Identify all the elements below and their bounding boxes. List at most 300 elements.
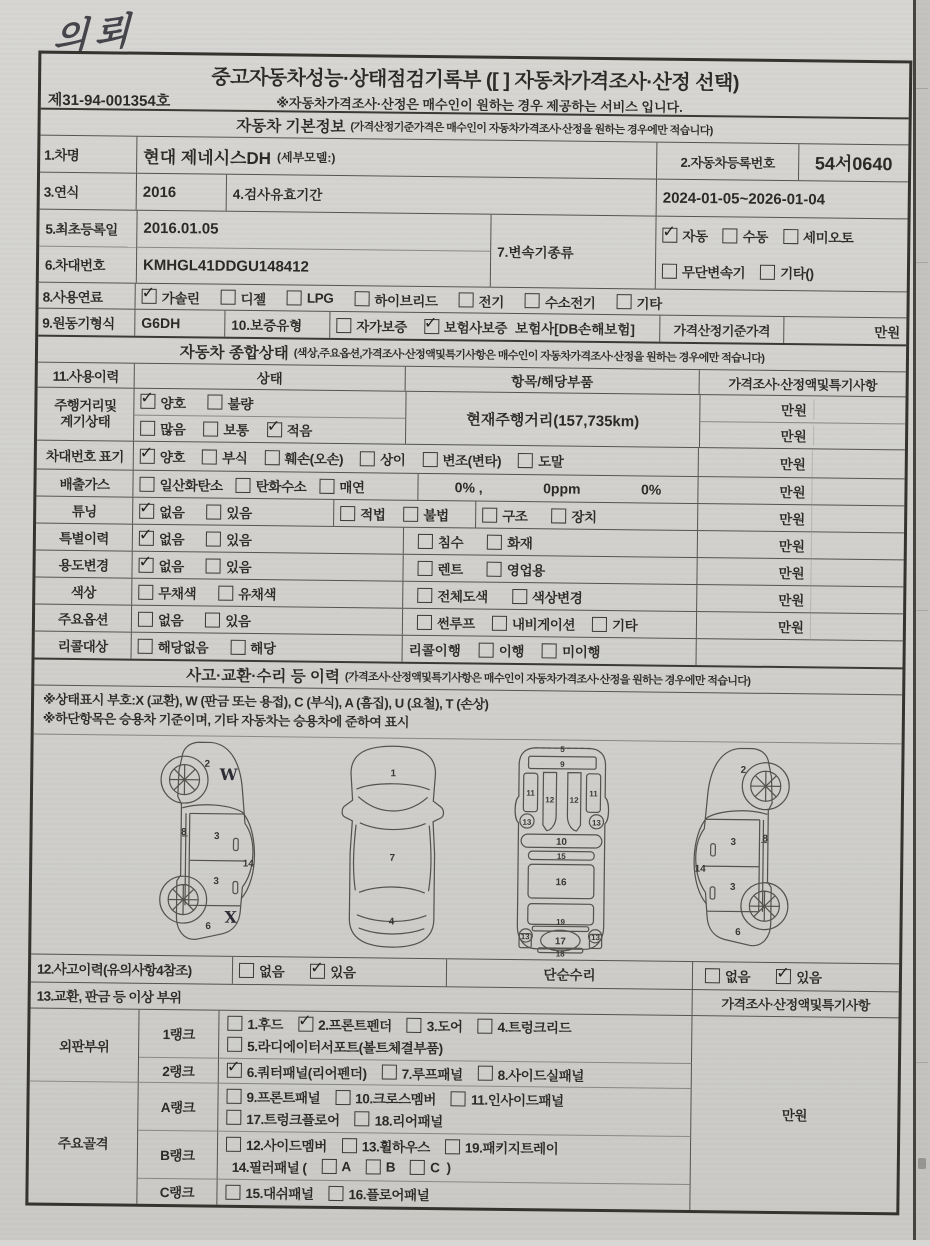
- checkbox[interactable]: [360, 451, 375, 466]
- checkbox-label: 변조(변타): [442, 449, 501, 470]
- vin-marking-option: [360, 448, 406, 469]
- frame-option: [226, 1086, 320, 1107]
- emission-co-value: 0% ,: [455, 479, 483, 495]
- checkbox[interactable]: [264, 450, 279, 465]
- checkbox-label: 무채색: [158, 582, 196, 602]
- checkbox-label: 보험사보증: [444, 316, 507, 337]
- frame-option: [342, 1136, 430, 1157]
- checkbox[interactable]: [139, 530, 154, 545]
- checkbox-label: 19.패키지트레이: [465, 1137, 559, 1158]
- checkbox-label: 4.트렁크리드: [497, 1016, 571, 1037]
- panel-option: [407, 1015, 463, 1036]
- accident-option: [239, 960, 285, 981]
- checkbox-label: 있음: [330, 961, 356, 981]
- checkbox-label: 이행: [499, 640, 525, 660]
- checkbox-label: 없음: [259, 960, 285, 980]
- checkbox-label: 수동: [743, 226, 769, 246]
- checkbox[interactable]: [417, 614, 432, 629]
- weld-mark-w: W: [219, 765, 239, 784]
- checkbox[interactable]: [142, 289, 157, 304]
- mileage-status-option: [140, 391, 186, 412]
- recall-option: [138, 636, 209, 657]
- section-note: (색상,주요옵션,가격조사·산정액및특기사항은 매수인이 자동차가격조사·산정을 원하는 경우에만 적습니다): [294, 344, 765, 365]
- mileage-status-option: [208, 392, 254, 413]
- checkbox[interactable]: [138, 638, 153, 653]
- options-item-option: [417, 612, 475, 633]
- checkbox[interactable]: [336, 317, 351, 332]
- checkbox-label: 16.플로어패널: [349, 1183, 430, 1204]
- recall-item-option: [542, 640, 600, 661]
- first-reg-value: 2016.01.05: [137, 211, 490, 251]
- checkbox[interactable]: [321, 1159, 336, 1174]
- color-option: [218, 583, 276, 604]
- simple-repair-option: [776, 966, 822, 987]
- checkbox-label: 자동: [682, 225, 708, 245]
- current-mileage-value: 현재주행거리(157,735km): [406, 392, 701, 447]
- mileage-amount-option: [140, 418, 186, 439]
- price-unit: 만원: [698, 477, 812, 504]
- col-usage-history: 11.사용이력: [38, 363, 135, 388]
- checkbox-label: 매연: [339, 476, 365, 496]
- part-number: 2: [204, 758, 210, 769]
- checkbox-label: 양호: [160, 392, 186, 412]
- checkbox-label: 적음: [287, 420, 313, 440]
- base-price-label: 가격산정기준가격: [660, 316, 784, 343]
- part-number: 15: [557, 852, 567, 861]
- checkbox[interactable]: [138, 584, 153, 599]
- checkbox-label: 해당없음: [158, 636, 209, 657]
- car-underbody-diagram: [489, 741, 633, 957]
- part-number: 9: [560, 760, 565, 769]
- tuning-legal-option: [340, 503, 386, 524]
- vin-marking-option: [264, 447, 343, 468]
- checkbox[interactable]: [382, 1065, 397, 1080]
- recall-option: [230, 637, 276, 658]
- checkbox-label: 13.휠하우스: [362, 1136, 430, 1157]
- checkbox[interactable]: [459, 292, 474, 307]
- checkbox-label: 불법: [423, 504, 449, 524]
- checkbox[interactable]: [140, 448, 155, 463]
- page-edge-rule: [916, 262, 928, 263]
- price-unit: 만원: [700, 398, 814, 419]
- checkbox[interactable]: [139, 503, 154, 518]
- color-label: 색상: [35, 578, 132, 605]
- checkbox-label: 자가보증: [356, 315, 407, 336]
- checkbox-label: 침수: [438, 531, 464, 551]
- checkbox[interactable]: [139, 557, 154, 572]
- checkbox[interactable]: [287, 290, 302, 305]
- checkbox-label: 있음: [226, 502, 252, 522]
- special-item-option: [487, 532, 533, 553]
- checkbox[interactable]: [138, 611, 153, 626]
- adjacent-page-margin: [916, 0, 930, 1240]
- checkbox[interactable]: [479, 642, 494, 657]
- price-unit: 만원: [782, 1104, 807, 1124]
- fuel-option: [287, 290, 334, 306]
- rankB-items: [218, 1131, 692, 1184]
- checkbox[interactable]: [340, 506, 355, 521]
- checkbox-label: 탄화수소: [256, 475, 307, 496]
- checkbox[interactable]: [417, 587, 432, 602]
- part-number: 12: [570, 795, 580, 804]
- checkbox[interactable]: [451, 1091, 466, 1106]
- checkbox-label: 18.리어패널: [375, 1109, 443, 1130]
- car-top-view-diagram: [315, 739, 469, 955]
- adjacent-page-fragment: [918, 1158, 926, 1169]
- checkbox[interactable]: [783, 229, 798, 244]
- checkbox-label: 있음: [225, 610, 251, 630]
- page-edge-rule: [916, 1062, 928, 1063]
- usage-option: [206, 555, 252, 576]
- special-history-label: 특별이력: [36, 524, 133, 551]
- checkbox[interactable]: [206, 504, 221, 519]
- part-number: 12: [545, 795, 555, 804]
- main-options-label: 주요옵션: [35, 605, 132, 632]
- checkbox-label: 도말: [538, 450, 564, 470]
- checkbox[interactable]: [354, 291, 369, 306]
- rankB-label: B랭크: [138, 1130, 219, 1179]
- checkbox-label: 11.인사이드패널: [471, 1089, 564, 1110]
- checkbox-label: 화재: [507, 532, 533, 552]
- options-item-option: [492, 613, 575, 634]
- title-block: [41, 54, 910, 118]
- part-number: 6: [735, 927, 741, 938]
- checkbox[interactable]: [542, 643, 557, 658]
- checkbox[interactable]: [205, 612, 220, 627]
- checkbox-label: 렌트: [437, 558, 463, 578]
- checkbox[interactable]: [525, 293, 540, 308]
- price-unit: 만원: [697, 558, 811, 585]
- checkbox[interactable]: [424, 318, 439, 333]
- section-note: (가격산정기준가격은 매수인이 자동차가격조사·산정을 원하는 경우에만 적습니다): [350, 118, 713, 138]
- panel-option: [478, 1063, 585, 1084]
- checkbox[interactable]: [616, 294, 631, 309]
- checkbox[interactable]: [236, 477, 251, 492]
- checkbox-label: 영업용: [507, 559, 545, 579]
- col-price: 가격조사·산정액및특기사항: [700, 370, 906, 396]
- row-mileage: [37, 387, 906, 450]
- checkbox-label: 가솔린: [162, 286, 200, 306]
- checkbox-label: 1.후드: [247, 1013, 283, 1033]
- tuning-option: [206, 501, 252, 522]
- checkbox-label: 불량: [228, 392, 254, 412]
- vin-marking-option: [518, 450, 564, 471]
- panel-option: [298, 1014, 392, 1035]
- mileage-label: 계기상태: [60, 414, 110, 430]
- checkbox[interactable]: [342, 1138, 357, 1153]
- pillar-option: [410, 1160, 440, 1175]
- rank-price-cell: [690, 1016, 898, 1212]
- fuel-label: 8.사용연료: [39, 283, 136, 309]
- frame-option: [445, 1137, 559, 1158]
- part-number: 11: [526, 788, 535, 797]
- panel-option: [227, 1035, 443, 1057]
- part-number: 1: [390, 768, 396, 779]
- checkbox[interactable]: [218, 585, 233, 600]
- col-item: 항목/해당부품: [406, 367, 700, 394]
- checkbox[interactable]: [477, 1019, 492, 1034]
- frame-option: [451, 1089, 564, 1110]
- checkbox-label: 전체도색: [437, 585, 488, 606]
- page-edge-rule: [916, 610, 928, 611]
- transmission-option: [760, 262, 814, 283]
- emission-hc-value: 0ppm: [543, 480, 581, 496]
- part-number: 17: [555, 936, 567, 947]
- year-label: 3.연식: [40, 173, 137, 210]
- checkbox[interactable]: [551, 508, 566, 523]
- vin-marking-option: [202, 446, 248, 467]
- fuel-option: [220, 287, 266, 308]
- checkbox[interactable]: [478, 1066, 493, 1081]
- first-reg-label: 5.최초등록일: [39, 210, 136, 247]
- accident-history-label: 12.사고이력(유의사항4참조): [31, 954, 233, 983]
- inspection-form: [25, 51, 912, 1216]
- checkbox[interactable]: [482, 507, 497, 522]
- checkbox[interactable]: [202, 449, 217, 464]
- vin-marking-option: [422, 449, 501, 470]
- checkbox[interactable]: [230, 639, 245, 654]
- checkbox-label: 색상변경: [532, 586, 583, 607]
- pillar-panel-label: 14.필러패널 (: [232, 1156, 307, 1177]
- checkbox-label: 전기: [479, 290, 505, 310]
- inspection-period-label: 4.검사유효기간: [227, 175, 657, 216]
- checkbox[interactable]: [203, 421, 218, 436]
- checkbox[interactable]: [705, 968, 720, 983]
- vin-marking-option: [140, 446, 186, 467]
- simple-repair-option: [705, 965, 751, 986]
- rankC-label: C랭크: [137, 1178, 217, 1204]
- car-right-side-diagram: [653, 743, 805, 959]
- car-left-side-diagram: [143, 738, 295, 954]
- engine-type-label: 9.원동기형식: [38, 309, 135, 336]
- checkbox-label: 5.라디에이터서포트(볼트체결부품): [247, 1035, 443, 1057]
- rank2-label: 2랭크: [139, 1057, 219, 1083]
- checkbox[interactable]: [487, 534, 502, 549]
- checkbox[interactable]: [407, 1018, 422, 1033]
- checkbox-label: A: [341, 1160, 351, 1175]
- rank1-items: [219, 1010, 693, 1063]
- options-option: [205, 609, 251, 630]
- checkbox-label: 장치: [571, 506, 597, 526]
- part-number: 18: [556, 949, 566, 958]
- checkbox-label: 없음: [158, 609, 184, 629]
- part-number: 16: [555, 877, 567, 888]
- part-number: 10: [556, 836, 568, 847]
- checkbox-label: 기타: [612, 614, 638, 634]
- part-number: 14: [243, 858, 255, 869]
- frame-option: [225, 1182, 313, 1203]
- tuning-kind-option: [551, 505, 597, 526]
- special-option: [139, 528, 185, 549]
- document-number: 제31-94-001354호: [48, 89, 171, 111]
- checkbox[interactable]: [518, 453, 533, 468]
- handwritten-mark: 의뢰: [52, 0, 137, 63]
- rankC-items: [217, 1179, 690, 1209]
- fuel-option: [616, 292, 662, 313]
- part-number: 3: [213, 876, 219, 887]
- frame-option: [226, 1134, 327, 1155]
- checkbox-label: 해당: [250, 637, 276, 657]
- checkbox-label: 12.사이드멤버: [246, 1134, 327, 1155]
- section-title: 사고·교환·수리 등 이력: [186, 663, 340, 687]
- form-subtitle: ※자동차가격조사·산정은 매수인이 원하는 경우 제공하는 서비스 입니다.: [170, 91, 789, 117]
- checkbox[interactable]: [225, 1184, 240, 1199]
- checkbox[interactable]: [227, 1063, 242, 1078]
- checkbox[interactable]: [267, 422, 282, 437]
- checkbox[interactable]: [366, 1160, 381, 1175]
- checkbox[interactable]: [139, 476, 154, 491]
- accident-option: [310, 961, 356, 982]
- frame-option: [329, 1183, 430, 1204]
- part-number: 4: [389, 916, 395, 927]
- transmission-label: 7.변속기종류: [491, 215, 657, 289]
- checkbox[interactable]: [512, 588, 527, 603]
- price-unit: 만원: [700, 424, 814, 445]
- checkbox[interactable]: [227, 1037, 242, 1052]
- part-number: 2: [741, 765, 747, 776]
- usage-change-label: 용도변경: [35, 551, 132, 578]
- checkbox[interactable]: [206, 531, 221, 546]
- checkbox[interactable]: [226, 1089, 241, 1104]
- warranty-option: [424, 316, 507, 337]
- car-name-label: 1.차명: [40, 136, 137, 173]
- checkbox[interactable]: [417, 560, 432, 575]
- checkbox[interactable]: [208, 395, 223, 410]
- emission-option: [236, 475, 307, 496]
- color-option: [138, 582, 196, 603]
- emission-smoke-value: 0%: [641, 481, 661, 497]
- checkbox-label: 일산화탄소: [159, 474, 222, 495]
- checkbox[interactable]: [226, 1137, 241, 1152]
- main-frame-group-label: 주요골격: [28, 1081, 138, 1203]
- checkbox-label: 없음: [159, 528, 185, 548]
- frame-option: [335, 1087, 436, 1108]
- checkbox[interactable]: [319, 478, 334, 493]
- checkbox[interactable]: [140, 394, 155, 409]
- exchange-mark-x: X: [225, 907, 238, 926]
- recall-label: 리콜대상: [35, 632, 132, 659]
- part-number: 13: [592, 818, 602, 827]
- mileage-amount-option: [267, 419, 313, 440]
- checkbox[interactable]: [298, 1017, 313, 1032]
- part-number: 3: [730, 882, 736, 893]
- rankA-items: [218, 1083, 692, 1136]
- checkbox[interactable]: [239, 963, 254, 978]
- checkbox[interactable]: [418, 533, 433, 548]
- checkbox[interactable]: [662, 263, 677, 278]
- checkbox[interactable]: [140, 420, 155, 435]
- usage-option: [138, 555, 184, 576]
- checkbox[interactable]: [227, 1016, 242, 1031]
- part-number: 13: [591, 933, 601, 942]
- part-number: 8: [762, 833, 768, 844]
- engine-type-value: G6DH: [135, 310, 225, 337]
- col-status: 상태: [135, 364, 406, 391]
- checkbox[interactable]: [335, 1090, 350, 1105]
- part-number: 6: [205, 921, 211, 932]
- fuel-option: [142, 286, 200, 307]
- checkbox-label: 보통: [223, 419, 249, 439]
- checkbox-label: 훼손(오손): [284, 447, 343, 468]
- checkbox[interactable]: [776, 969, 791, 984]
- note-line-1: ※상태표시 부호:X (교환), W (판금 또는 용접), C (부식), A (흠집), U (요철), T (손상): [43, 691, 893, 719]
- checkbox-label: 8.사이드실패널: [498, 1064, 585, 1085]
- checkbox-label: 있음: [226, 529, 252, 549]
- checkbox[interactable]: [723, 228, 738, 243]
- checkbox-label: 디젤: [240, 287, 266, 307]
- checkbox-label: B: [386, 1160, 396, 1175]
- base-price-unit: 만원: [784, 317, 906, 344]
- tuning-legal-option: [403, 504, 449, 525]
- checkbox[interactable]: [760, 264, 775, 279]
- part-number: 8: [181, 827, 187, 838]
- checkbox[interactable]: [403, 506, 418, 521]
- section-title: 자동차 기본정보: [236, 113, 345, 136]
- checkbox-label: 있음: [796, 966, 822, 986]
- checkbox-label: 없음: [725, 966, 751, 986]
- section-title: 자동차 종합상태: [180, 340, 289, 363]
- checkbox-label: 6.쿼터패널(리어펜더): [247, 1061, 367, 1082]
- checkbox-label: 있음: [226, 556, 252, 576]
- options-item-option: [592, 614, 638, 635]
- checkbox[interactable]: [662, 227, 677, 242]
- price-column-header: 가격조사·산정액및특기사항: [693, 990, 899, 1017]
- row-registration-vin: [39, 209, 908, 292]
- page-edge-line: [913, 0, 916, 1240]
- part-number: 7: [389, 852, 395, 863]
- checkbox[interactable]: [492, 615, 507, 630]
- checkbox[interactable]: [220, 290, 235, 305]
- emission-label: 배출가스: [36, 470, 133, 497]
- checkbox-label: 기타: [636, 292, 662, 312]
- transmission-option: [723, 225, 769, 246]
- reg-no-label: 2.자동차등록번호: [657, 143, 799, 181]
- usage-item-option: [417, 558, 463, 579]
- fuel-option: [354, 289, 437, 310]
- checkbox[interactable]: [410, 1160, 425, 1175]
- vin-label: 6.차대번호: [39, 245, 136, 283]
- car-damage-diagrams: [31, 733, 901, 963]
- checkbox[interactable]: [592, 616, 607, 631]
- checkbox-label: 10.크로스멤버: [355, 1088, 436, 1109]
- tuning-kind-option: [482, 505, 528, 526]
- panel-rank-table: [28, 1007, 898, 1212]
- checkbox-label: 양호: [160, 446, 186, 466]
- color-item-option: [417, 585, 488, 606]
- checkbox[interactable]: [487, 561, 502, 576]
- checkbox-label: 많음: [160, 418, 186, 438]
- note-line-2: ※하단항목은 승용차 기준이며, 기타 자동차는 승용차에 준하여 표시: [43, 709, 893, 737]
- checkbox[interactable]: [329, 1186, 344, 1201]
- rankA-label: A랭크: [138, 1082, 219, 1131]
- checkbox[interactable]: [445, 1139, 460, 1154]
- special-item-option: [418, 531, 464, 552]
- checkbox[interactable]: [206, 558, 221, 573]
- checkbox-label: 없음: [158, 555, 184, 575]
- car-submodel-label: (세부모델:): [277, 148, 336, 166]
- checkbox-label: 부식: [222, 447, 248, 467]
- part-number: 13: [521, 932, 531, 941]
- section-note: (가격조사·산정액및특기사항은 매수인이 자동차가격조사·산정을 원하는 경우에만 적습니다): [345, 668, 751, 689]
- checkbox-label: 기타(): [780, 262, 814, 282]
- page-edge-rule: [916, 88, 928, 89]
- checkbox[interactable]: [355, 1112, 370, 1127]
- checkbox[interactable]: [422, 451, 437, 466]
- simple-repair-label: 단순수리: [447, 959, 693, 989]
- checkbox[interactable]: [310, 963, 325, 978]
- checkbox[interactable]: [226, 1110, 241, 1125]
- vin-marking-label: 차대번호 표기: [37, 441, 134, 470]
